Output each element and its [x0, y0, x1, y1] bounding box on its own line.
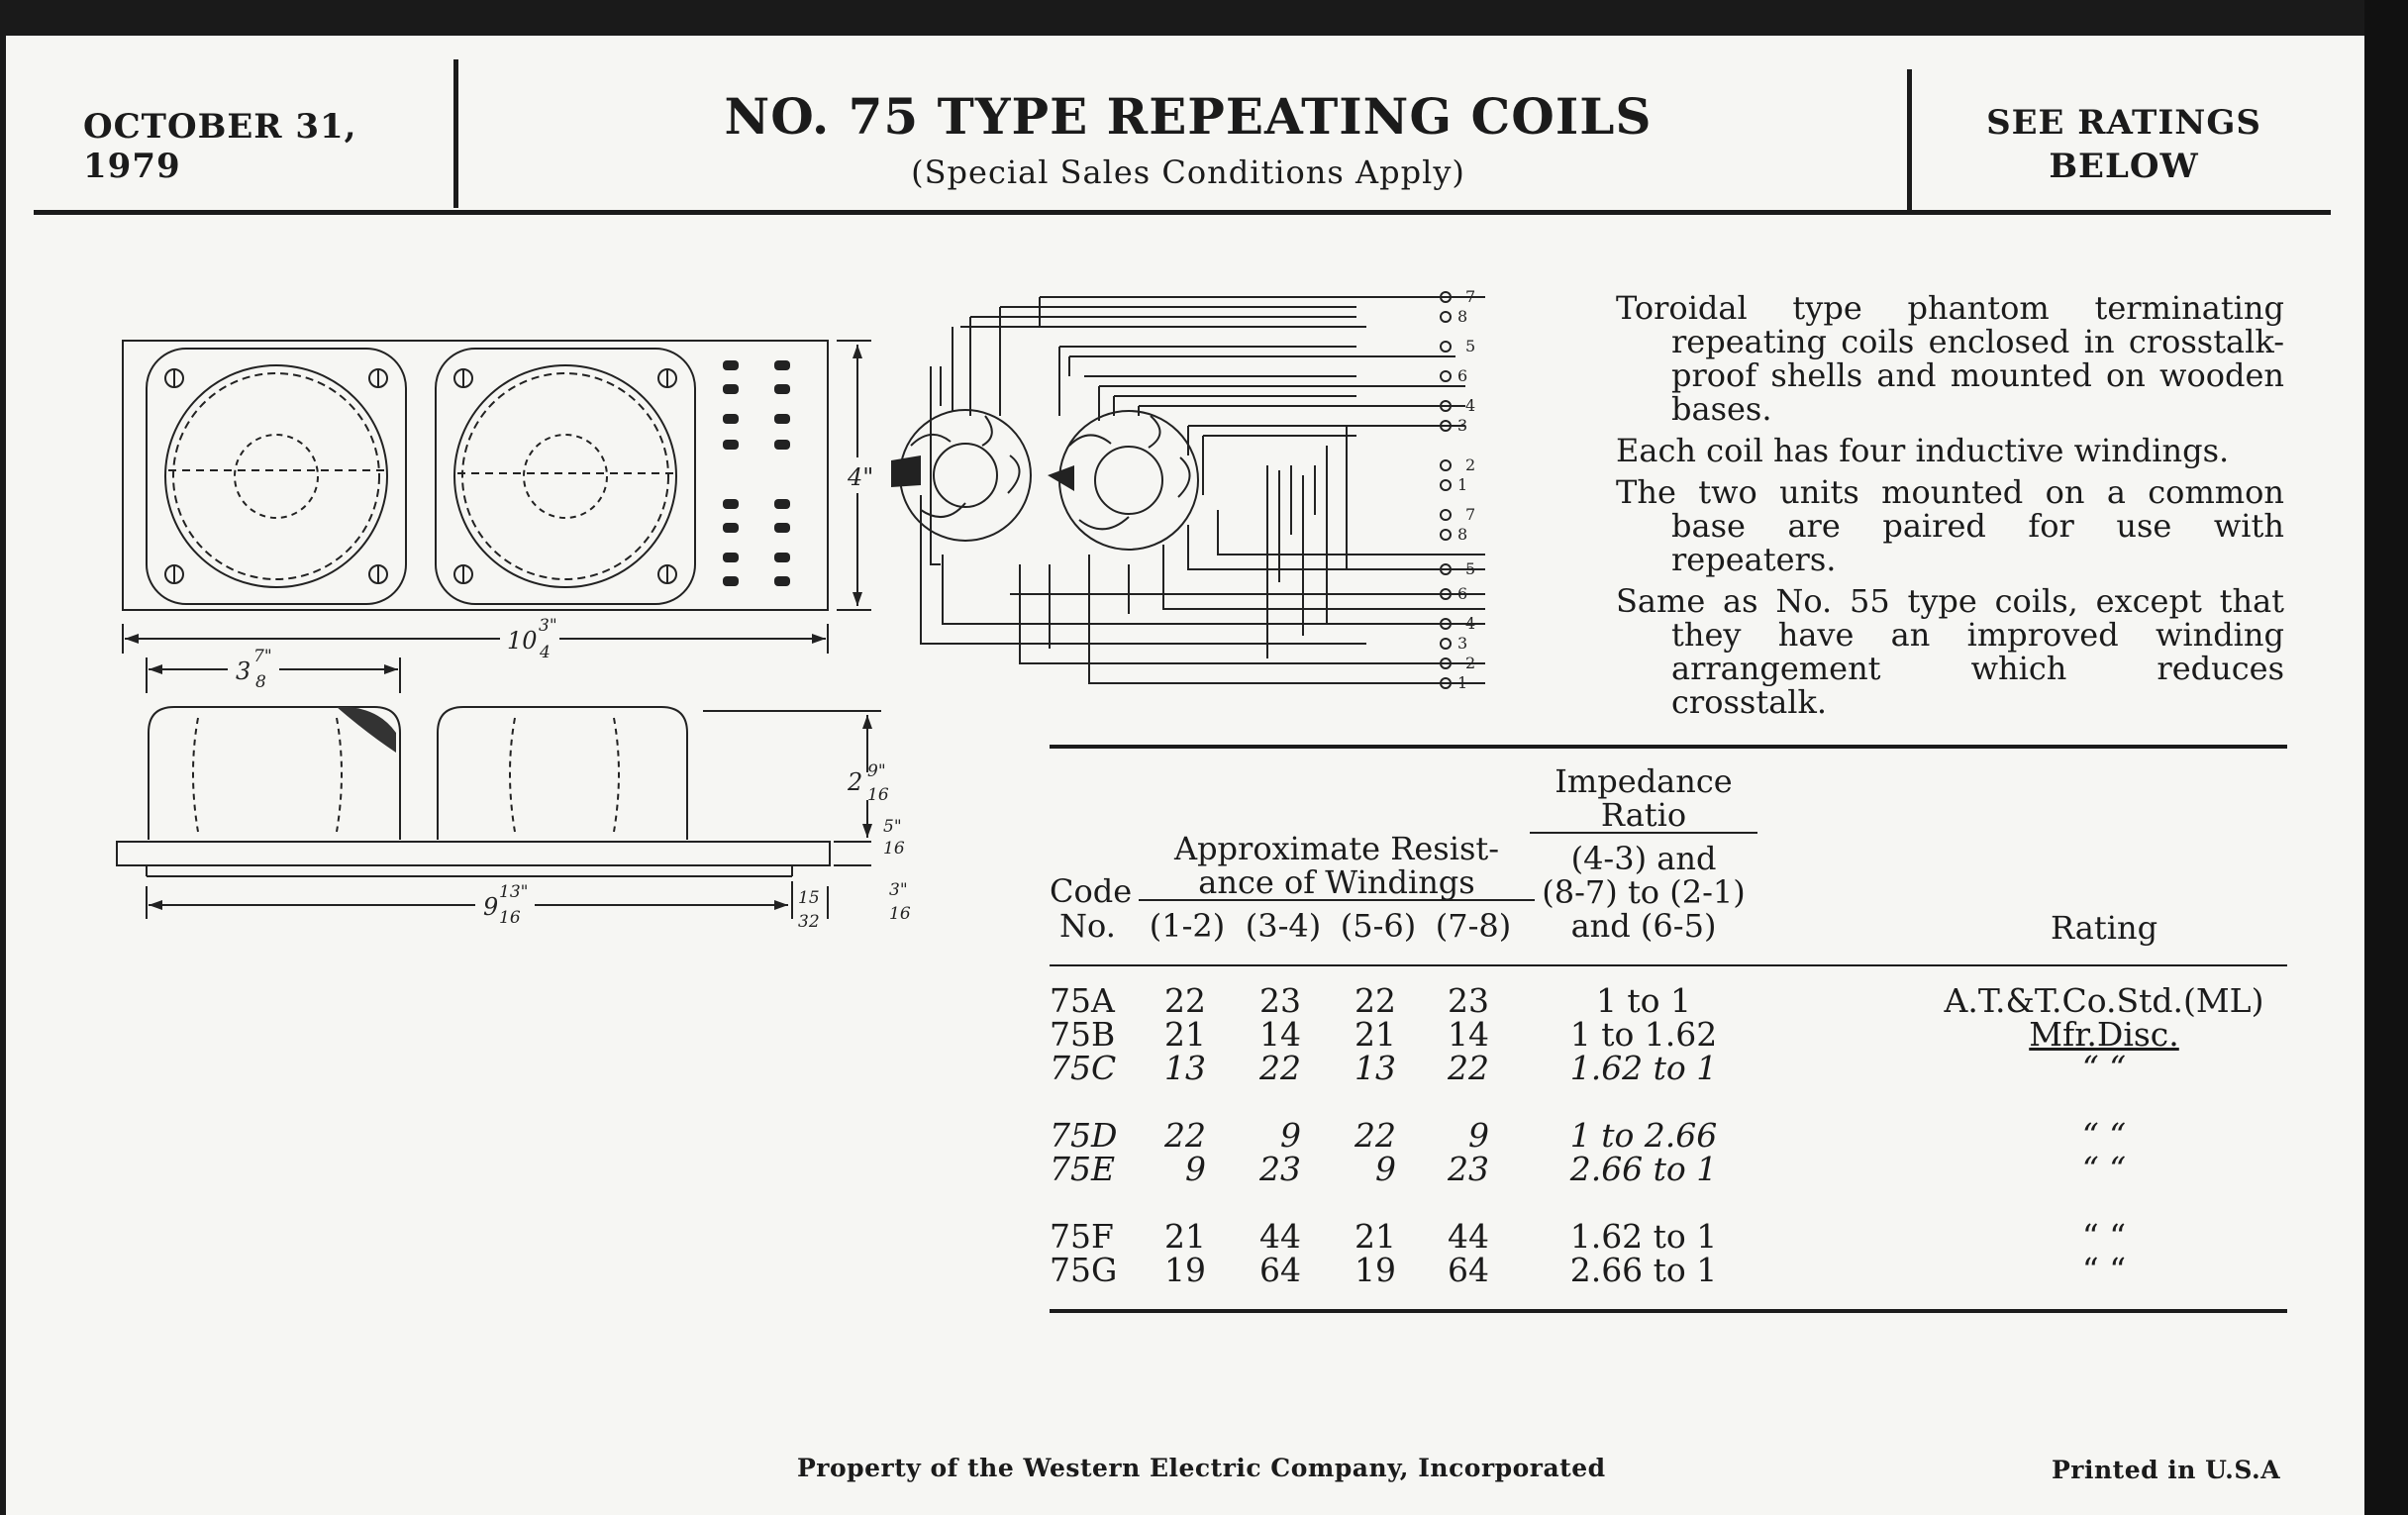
table-cell-r56: 22 — [1354, 1116, 1396, 1155]
col-code-header-2: No. — [1059, 907, 1116, 945]
terminal-label: 5 — [1465, 337, 1476, 355]
terminal-label: 4 — [1465, 614, 1476, 633]
table-cell-r56: 19 — [1354, 1251, 1396, 1289]
terminal-label: 1 — [1457, 475, 1468, 494]
col-resist-header-1: Approximate Resist- — [1173, 830, 1500, 867]
dim-width-num: 3" — [539, 616, 557, 636]
table-cell-code: 75F — [1050, 1217, 1114, 1256]
dim-coil-whole: 3 — [236, 657, 251, 685]
table-cell-r34: 22 — [1259, 1049, 1301, 1087]
col-w78-header: (7-8) — [1435, 907, 1512, 945]
dim-height: 4" — [848, 463, 874, 491]
toroid-right — [1059, 411, 1198, 550]
terminal-label: 8 — [1457, 525, 1468, 544]
col-resist-header-2: ance of Windings — [1139, 865, 1535, 901]
col-w12-header: (1-2) — [1149, 907, 1226, 945]
table-cell-r12: 22 — [1164, 981, 1206, 1020]
header-divider-right — [1907, 69, 1912, 213]
terminal-label: 6 — [1457, 584, 1468, 603]
table-cell-r34: 9 — [1280, 1116, 1301, 1155]
table-cell-code: 75G — [1050, 1251, 1118, 1289]
col-imp-header-5: and (6-5) — [1570, 907, 1717, 945]
ratings-note-line1: SEE RATINGS — [1986, 103, 2261, 143]
table-cell-r12: 13 — [1164, 1049, 1206, 1087]
col-imp-header-1: Impedance — [1555, 762, 1733, 800]
dim-base-thick-den: 16 — [883, 839, 905, 858]
side-view-base — [117, 842, 830, 865]
side-view-coil-right — [438, 707, 687, 840]
table-cell-code: 75C — [1050, 1049, 1117, 1087]
dim-width-den: 4 — [540, 643, 551, 662]
table-cell-r12: 22 — [1164, 1116, 1206, 1155]
table-cell-r34: 23 — [1259, 1150, 1301, 1188]
description-para-4: Same as No. 55 type coils, except that they have an improved winding arrangement which reduces crosstalk. — [1616, 582, 2284, 721]
table-cell-r56: 22 — [1354, 981, 1396, 1020]
table-cell-r78: 14 — [1448, 1015, 1489, 1054]
col-rating-header: Rating — [2050, 909, 2158, 947]
terminal-label: 4 — [1465, 396, 1476, 415]
table-cell-rating: “ “ — [2081, 1150, 2127, 1188]
table-cell-rating: Mfr.Disc. — [2029, 1015, 2179, 1054]
table-cell-r12: 21 — [1164, 1015, 1206, 1054]
footer-printed: Printed in U.S.A — [2052, 1456, 2281, 1484]
dim-edge-den: 32 — [798, 912, 820, 932]
coil-left — [165, 365, 387, 587]
table-cell-r56: 13 — [1354, 1049, 1396, 1087]
terminal-label: 7 — [1465, 287, 1476, 306]
description-para-2: Each coil has four inductive windings. — [1616, 432, 2230, 469]
ratings-note-line2: BELOW — [2049, 147, 2199, 186]
dim-foot-num: 3" — [889, 880, 908, 900]
terminal-label: 7 — [1465, 505, 1476, 524]
table-cell-r34: 23 — [1259, 981, 1301, 1020]
terminal-label: 2 — [1465, 654, 1476, 672]
table-header-rule — [1050, 964, 2287, 966]
col-imp-header-2: Ratio — [1530, 798, 1757, 834]
dim-side-height-num: 9" — [867, 761, 886, 781]
table-bottom-rule — [1050, 1309, 2287, 1313]
table-cell-r78: 23 — [1448, 981, 1489, 1020]
table-cell-r56: 21 — [1354, 1217, 1396, 1256]
table-cell-code: 75A — [1050, 981, 1115, 1020]
table-cell-r78: 23 — [1448, 1150, 1489, 1188]
terminal-label: 3 — [1457, 634, 1468, 653]
table-cell-r12: 19 — [1164, 1251, 1206, 1289]
page-title: NO. 75 TYPE REPEATING COILS — [724, 87, 1653, 146]
table-cell-r78: 9 — [1468, 1116, 1489, 1155]
table-cell-r78: 44 — [1448, 1217, 1489, 1256]
terminal-label: 2 — [1465, 455, 1476, 474]
dim-side-height-den: 16 — [867, 785, 889, 805]
dim-edge-num: 15 — [798, 888, 820, 908]
coil-right — [454, 365, 676, 587]
dim-base-len-whole: 9 — [483, 893, 499, 921]
table-cell-ratio: 2.66 to 1 — [1569, 1150, 1718, 1188]
dim-base-len-den: 16 — [499, 908, 521, 928]
table-cell-code: 75D — [1050, 1116, 1118, 1155]
dim-base-len-num: 13" — [499, 882, 529, 902]
coil-assembly-drawing — [0, 0, 1010, 990]
table-cell-r34: 44 — [1259, 1217, 1301, 1256]
table-cell-r34: 64 — [1259, 1251, 1301, 1289]
terminal-label: 8 — [1457, 307, 1468, 326]
dim-coil-den: 8 — [255, 672, 266, 692]
dim-base-thick-num: 5" — [883, 817, 902, 837]
issue-date: OCTOBER 31, 1979 — [83, 107, 357, 186]
terminal-label: 1 — [1457, 673, 1468, 692]
col-w34-header: (3-4) — [1245, 907, 1322, 945]
description-para-3: The two units mounted on a common base are paired for use with repeaters. — [1616, 473, 2284, 578]
table-cell-r78: 22 — [1448, 1049, 1489, 1087]
dim-side-height-whole: 2 — [848, 768, 863, 796]
coil-shell-right — [436, 349, 695, 604]
terminal-lugs — [723, 360, 790, 586]
table-cell-r78: 64 — [1448, 1251, 1489, 1289]
table-cell-ratio: 1 to 1 — [1595, 981, 1692, 1020]
table-cell-r12: 21 — [1164, 1217, 1206, 1256]
coil-shell-left — [147, 349, 406, 604]
table-cell-ratio: 2.66 to 1 — [1569, 1251, 1718, 1289]
table-cell-rating: “ “ — [2081, 1049, 2127, 1087]
page-subtitle: (Special Sales Conditions Apply) — [911, 153, 1465, 191]
table-cell-r12: 9 — [1185, 1150, 1206, 1188]
table-cell-ratio: 1.62 to 1 — [1569, 1217, 1718, 1256]
table-cell-r34: 14 — [1259, 1015, 1301, 1054]
table-cell-r56: 9 — [1375, 1150, 1396, 1188]
table-top-rule — [1050, 745, 2287, 749]
table-cell-ratio: 1.62 to 1 — [1569, 1049, 1718, 1087]
table-cell-code: 75E — [1050, 1150, 1116, 1188]
description-para-1: Toroidal type phantom terminating repeating coils enclosed in crosstalk-proof shells and mounted on wooden bases. — [1616, 289, 2284, 428]
dim-foot-den: 16 — [889, 904, 911, 924]
col-imp-header-3: (4-3) and — [1570, 840, 1717, 877]
terminal-label: 3 — [1457, 416, 1468, 435]
wiring-schematic — [891, 267, 1584, 693]
terminal-label: 6 — [1457, 366, 1468, 385]
terminal-label: 5 — [1465, 559, 1476, 578]
dim-coil-num: 7" — [253, 647, 272, 666]
dim-width-whole: 10 — [507, 627, 538, 655]
col-imp-header-4: (8-7) to (2-1) — [1542, 873, 1746, 911]
scan-edge — [2364, 0, 2408, 1515]
ratings-note — [1916, 101, 2332, 188]
col-w56-header: (5-6) — [1340, 907, 1417, 945]
table-cell-rating: “ “ — [2081, 1251, 2127, 1289]
table-cell-rating: “ “ — [2081, 1217, 2127, 1256]
table-cell-ratio: 1 to 2.66 — [1569, 1116, 1718, 1155]
table-cell-code: 75B — [1050, 1015, 1116, 1054]
col-code-header-1: Code — [1050, 872, 1133, 910]
table-cell-ratio: 1 to 1.62 — [1569, 1015, 1718, 1054]
description — [1616, 291, 2284, 719]
table-cell-rating: “ “ — [2081, 1116, 2127, 1155]
top-view-base — [123, 341, 828, 610]
table-cell-r56: 21 — [1354, 1015, 1396, 1054]
shell-shading — [337, 707, 396, 753]
table-cell-rating: A.T.&T.Co.Std.(ML) — [1944, 981, 2264, 1020]
footer-property: Property of the Western Electric Company, Incorporated — [797, 1454, 1606, 1482]
